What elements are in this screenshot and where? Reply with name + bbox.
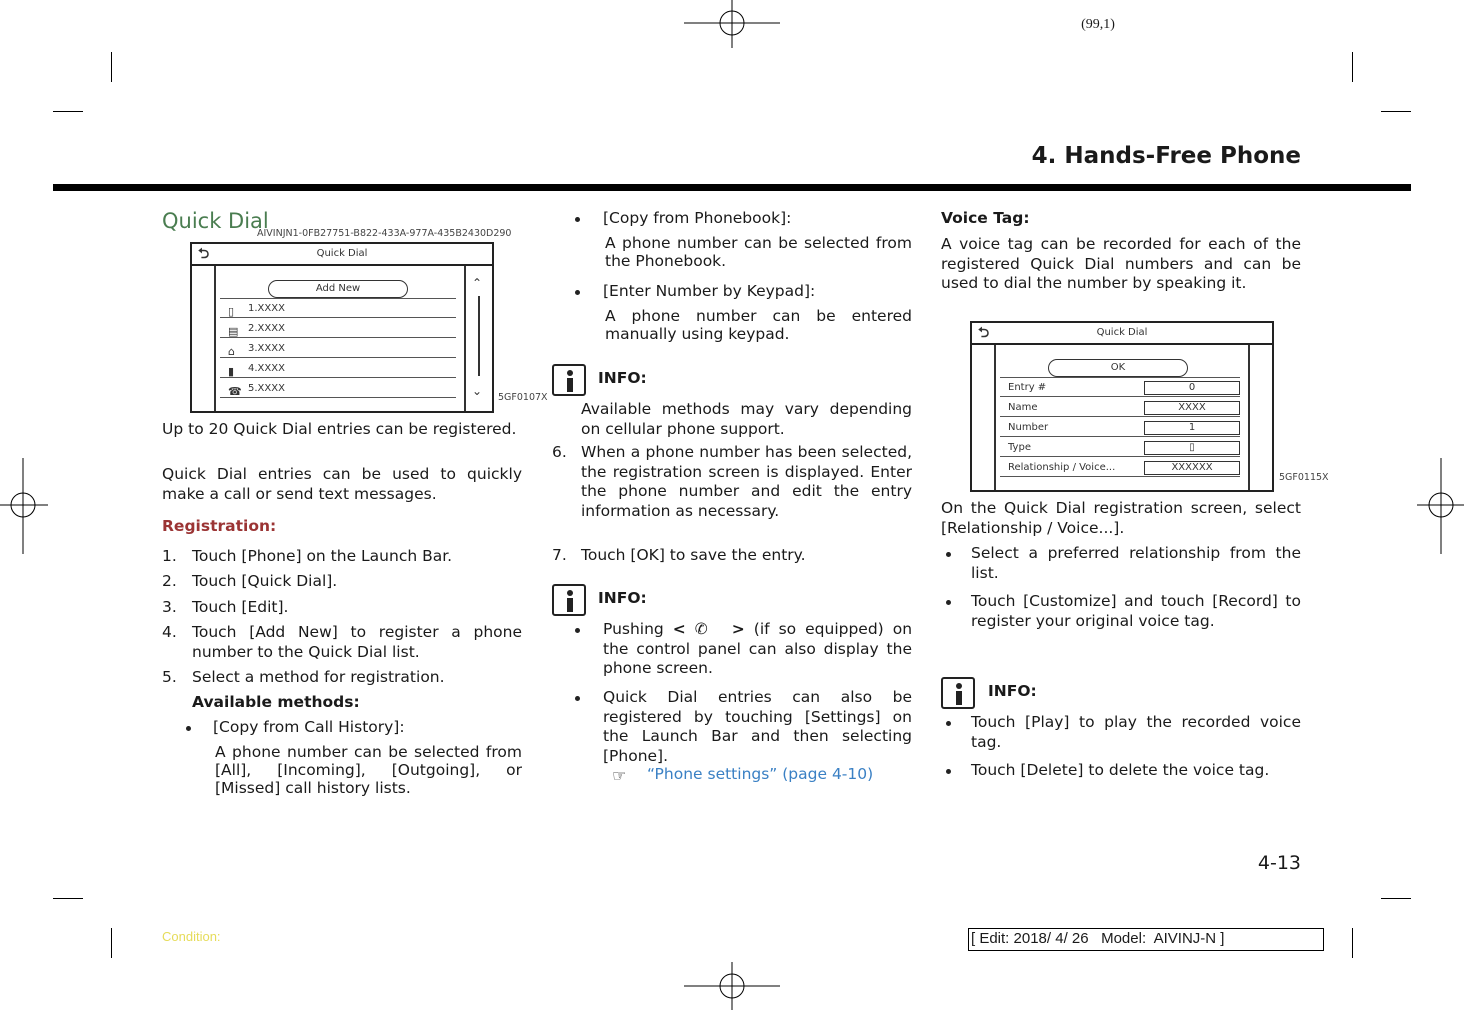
voice-tag-heading: Voice Tag:: [941, 209, 1030, 227]
phone-type-icons: ▯ ▤ ⌂ ▮ ☎: [228, 305, 242, 398]
step-text: Touch [Add New] to register a phone number to the Quick Dial list.: [192, 623, 522, 661]
step-text: Touch [OK] to save the entry.: [581, 546, 806, 564]
crop-mark: [1381, 111, 1411, 112]
step-number: 3.: [162, 598, 177, 616]
bullet-icon: [946, 721, 951, 726]
step-text: Select a method for registration.: [192, 668, 445, 686]
quick-dial-registration-figure: [970, 321, 1274, 492]
ok-button: OK: [1048, 359, 1188, 377]
step-text: Touch [Quick Dial].: [192, 572, 338, 590]
bullet-icon: [946, 552, 951, 557]
info-label: INFO:: [988, 682, 1037, 700]
quick-dial-title: Quick Dial: [162, 209, 269, 233]
step-number: 7.: [552, 546, 567, 564]
registration-mark-icon: [1417, 458, 1464, 554]
field-value: 0: [1144, 381, 1240, 395]
crop-mark: [1381, 898, 1411, 899]
info-label: INFO:: [598, 589, 647, 607]
entry-row: 4.XXXX: [220, 360, 456, 378]
bullet-desc: A phone number can be entered manually using keypad.: [605, 307, 912, 343]
bullet-icon: [946, 769, 951, 774]
bullet-text: Select a preferred relationship from the list.: [971, 544, 1301, 582]
paragraph: A voice tag can be recorded for each of the registered Quick Dial numbers and can be used to dial the number by speaking it.: [941, 235, 1301, 292]
bullet-icon: [946, 600, 951, 605]
bullet-label: [Enter Number by Keypad]:: [603, 282, 816, 300]
field-label: Entry #: [1000, 379, 1240, 397]
registration-heading: Registration:: [162, 517, 277, 535]
paragraph: Up to 20 Quick Dial entries can be registered.: [162, 420, 517, 438]
entry-row: 1.XXXX: [220, 300, 456, 318]
bullet-label: [Copy from Call History]:: [213, 718, 405, 736]
quick-dial-screen-figure: [190, 242, 494, 413]
field-label: Type: [1000, 439, 1240, 457]
add-new-button: Add New: [268, 280, 408, 298]
bullet-icon: [186, 726, 191, 731]
bullet-text: Pushing < ✆ > (if so equipped) on the control panel can also display the phone screen.: [603, 620, 913, 677]
screen-header: Quick Dial: [192, 244, 492, 266]
figure-code: 5GF0115X: [1279, 472, 1329, 483]
entry-row: 2.XXXX: [220, 320, 456, 338]
section-title: 4. Hands-Free Phone: [1031, 143, 1301, 169]
field-value: ▯: [1144, 441, 1240, 455]
phone-settings-link[interactable]: “Phone settings” (page 4-10): [647, 765, 874, 783]
bullet-icon: [575, 628, 580, 633]
bullet-text: Quick Dial entries can also be registered by touching [Settings] on the Launch Bar and then selecting [Phone].: [603, 688, 912, 765]
phone-handset-icon: ✆: [694, 620, 708, 638]
available-methods-heading: Available methods:: [192, 693, 360, 711]
field-value: 1: [1144, 421, 1240, 435]
registration-mark-icon: [0, 458, 48, 554]
bullet-text: Touch [Delete] to delete the voice tag.: [971, 761, 1270, 779]
step-number: 4.: [162, 623, 177, 641]
step-number: 5.: [162, 668, 177, 686]
field-label: Relationship / Voice...: [1000, 459, 1240, 477]
paragraph: Quick Dial entries can be used to quickly make a call or send text messages.: [162, 465, 522, 503]
back-icon: ⮌: [198, 246, 210, 262]
bullet-desc: A phone number can be selected from [All], [Incoming], [Outgoing], or [Missed] call history lists.: [215, 743, 522, 797]
edit-info-box: [ Edit: 2018/ 4/ 26 Model: AIVINJ-N ]: [968, 928, 1324, 951]
crop-mark: [1352, 928, 1353, 958]
registration-mark-icon: [684, 0, 780, 48]
crop-mark: [111, 928, 112, 958]
header-rule: [53, 184, 1411, 191]
info-label: INFO:: [598, 369, 647, 387]
page-marker: (99,1): [1081, 17, 1115, 32]
entry-row: 3.XXXX: [220, 340, 456, 358]
bullet-icon: [575, 217, 580, 222]
back-icon: ⮌: [978, 325, 990, 341]
crop-mark: [111, 52, 112, 82]
bullet-icon: [575, 696, 580, 701]
paragraph: On the Quick Dial registration screen, select [Relationship / Voice...].: [941, 499, 1301, 537]
step-text: Touch [Edit].: [192, 598, 289, 616]
field-label: Number: [1000, 419, 1240, 437]
step-text: When a phone number has been selected, the registration screen is displayed. Enter the phone number and edit the entry information as necessary.: [581, 443, 912, 520]
bullet-label: [Copy from Phonebook]:: [603, 209, 792, 227]
scroll-down-icon: ⌄: [472, 384, 483, 398]
bullet-text: Touch [Play] to play the recorded voice tag.: [971, 713, 1301, 751]
bullet-text: Touch [Customize] and touch [Record] to register your original voice tag.: [971, 592, 1301, 630]
figure-code: 5GF0107X: [498, 392, 548, 403]
crop-mark: [53, 898, 83, 899]
registration-mark-icon: [684, 962, 780, 1010]
crop-mark: [1352, 52, 1353, 82]
step-number: 2.: [162, 572, 177, 590]
reference-hand-icon: ☞: [612, 766, 627, 785]
info-text: Available methods may vary depending on cellular phone support.: [581, 400, 912, 438]
field-label: Name: [1000, 399, 1240, 417]
bullet-desc: A phone number can be selected from the Phonebook.: [605, 234, 912, 270]
condition-label: Condition:: [162, 929, 221, 944]
doc-id: AIVINJN1-0FB27751-B822-433A-977A-435B2430D290: [257, 228, 512, 239]
info-icon: [552, 364, 586, 396]
scroll-up-icon: ⌃: [472, 276, 483, 290]
step-text: Touch [Phone] on the Launch Bar.: [192, 547, 453, 565]
crop-mark: [53, 111, 83, 112]
page-number: 4-13: [1257, 852, 1301, 874]
info-icon: [941, 677, 975, 709]
field-value: XXXXXX: [1144, 461, 1240, 475]
info-icon: [552, 584, 586, 616]
step-number: 6.: [552, 443, 567, 461]
field-value: XXXX: [1144, 401, 1240, 415]
bullet-icon: [575, 290, 580, 295]
step-number: 1.: [162, 547, 177, 565]
scrollbar: [478, 296, 480, 376]
entry-row: 5.XXXX: [220, 380, 456, 398]
screen-header: Quick Dial: [972, 323, 1272, 345]
